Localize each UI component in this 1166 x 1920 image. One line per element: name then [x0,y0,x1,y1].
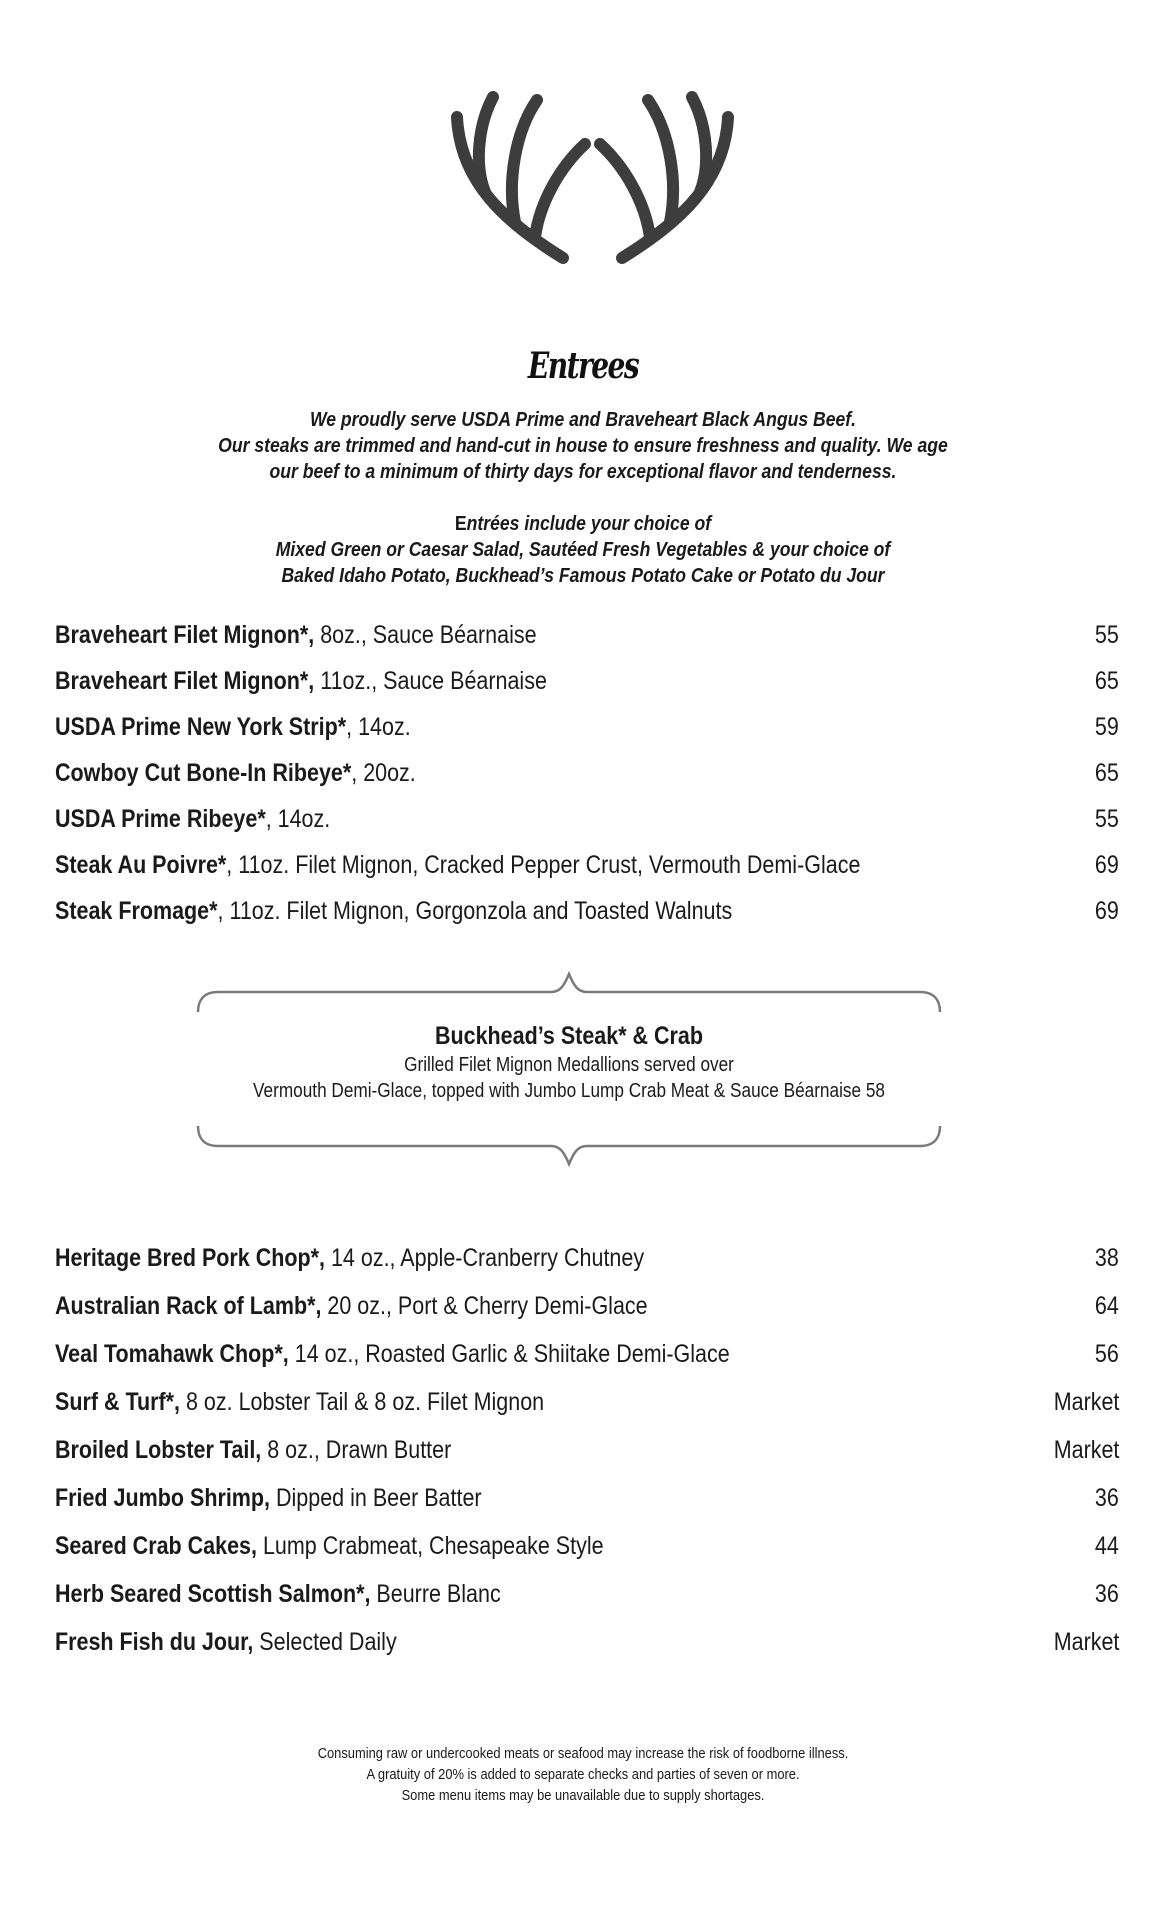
item-name: Seared Crab Cakes, [55,1532,257,1560]
page-title: Entrees [527,345,639,387]
item-name: Braveheart Filet Mignon*, [55,621,315,649]
item-price: 55 [1095,621,1119,649]
item-name: Steak Au Poivre* [55,851,227,879]
item-desc: 20 oz., Port & Cherry Demi-Glace [321,1292,648,1320]
item-price: 36 [1095,1484,1119,1512]
feature-desc: Grilled Filet Mignon Medallions served over [404,1054,734,1076]
list-item [55,1282,1119,1330]
item-name: Surf & Turf*, [55,1388,181,1416]
item-desc: 8oz., Sauce Béarnaise [314,621,537,649]
item-name: Braveheart Filet Mignon*, [55,667,315,695]
footer-line: Consuming raw or undercooked meats or seafood may increase the risk of foodborne illness. [317,1745,849,1762]
item-price: Market [1053,1436,1119,1464]
item-desc: 11oz., Sauce Béarnaise [314,667,547,695]
item-desc: 8 oz. Lobster Tail & 8 oz. Filet Mignon [180,1388,545,1416]
item-price: Market [1053,1628,1119,1656]
intro-line: We proudly serve USDA Prime and Braveheart Black Angus Beef. [309,409,857,431]
item-desc: Dipped in Beer Batter [270,1484,482,1512]
item-name: USDA Prime New York Strip* [55,713,347,741]
footer-line: Some menu items may be unavailable due to supply shortages. [401,1787,765,1804]
list-item [55,1330,1119,1378]
list-item [55,612,1119,658]
item-name: Australian Rack of Lamb*, [55,1292,322,1320]
item-price: 65 [1095,759,1119,787]
featured-dish [196,968,942,1168]
steaks-list [55,612,1119,934]
item-name: Broiled Lobster Tail, [55,1436,262,1464]
item-price: 64 [1095,1292,1119,1320]
item-price: Market [1053,1388,1119,1416]
item-name: Heritage Bred Pork Chop*, [55,1244,325,1272]
item-price: 65 [1095,667,1119,695]
antlers-icon [445,72,740,268]
item-price: 38 [1095,1244,1119,1272]
item-desc: , 11oz. Filet Mignon, Gorgonzola and Toasted Walnuts [217,897,733,925]
item-desc: , 20oz. [351,759,416,787]
choice-line: Baked Idaho Potato, Buckhead’s Famous Potato Cake or Potato du Jour [281,565,885,587]
list-item [55,1522,1119,1570]
list-item [55,1570,1119,1618]
footer-line: A gratuity of 20% is added to separate checks and parties of seven or more. [366,1766,800,1783]
item-price: 56 [1095,1340,1119,1368]
list-item [55,704,1119,750]
item-desc: 14 oz., Roasted Garlic & Shiitake Demi-Glace [288,1340,730,1368]
choice-line: Mixed Green or Caesar Salad, Sautéed Fresh Vegetables & your choice of [275,539,891,561]
includes-line: Entrées include your choice of [454,513,712,535]
item-desc: , 14oz. [265,805,331,833]
item-desc: Beurre Blanc [370,1580,501,1608]
intro-text [0,407,1166,589]
item-desc: 8 oz., Drawn Butter [261,1436,452,1464]
item-price: 69 [1095,897,1119,925]
footer-notice [0,1743,1166,1806]
list-item [55,888,1119,934]
list-item [55,1474,1119,1522]
item-price: 44 [1095,1532,1119,1560]
intro-line: our beef to a minimum of thirty days for exceptional flavor and tenderness. [269,461,897,483]
item-desc: 14 oz., Apple-Cranberry Chutney [324,1244,645,1272]
list-item [55,796,1119,842]
item-name: Fresh Fish du Jour, [55,1628,254,1656]
item-desc: , 11oz. Filet Mignon, Cracked Pepper Crust, Vermouth Demi-Glace [226,851,861,879]
entrees-list [55,1234,1119,1666]
item-name: Veal Tomahawk Chop*, [55,1340,289,1368]
intro-line: Our steaks are trimmed and hand-cut in house to ensure freshness and quality. We age [218,435,948,457]
item-name: USDA Prime Ribeye* [55,805,266,833]
list-item [55,842,1119,888]
list-item [55,750,1119,796]
item-desc: Selected Daily [253,1628,397,1656]
item-name: Cowboy Cut Bone-In Ribeye* [55,759,352,787]
item-name: Herb Seared Scottish Salmon*, [55,1580,371,1608]
list-item [55,1234,1119,1282]
list-item [55,1618,1119,1666]
list-item [55,658,1119,704]
item-desc: Lump Crabmeat, Chesapeake Style [256,1532,604,1560]
item-name: Steak Fromage* [55,897,218,925]
item-desc: , 14oz. [346,713,411,741]
item-price: 36 [1095,1580,1119,1608]
item-name: Fried Jumbo Shrimp, [55,1484,271,1512]
list-item [55,1378,1119,1426]
item-price: 59 [1095,713,1119,741]
feature-desc: Vermouth Demi-Glace, topped with Jumbo Lump Crab Meat & Sauce Béarnaise 58 [253,1080,885,1102]
list-item [55,1426,1119,1474]
item-price: 55 [1095,805,1119,833]
feature-title: Buckhead’s Steak* & Crab [434,1022,704,1050]
item-price: 69 [1095,851,1119,879]
